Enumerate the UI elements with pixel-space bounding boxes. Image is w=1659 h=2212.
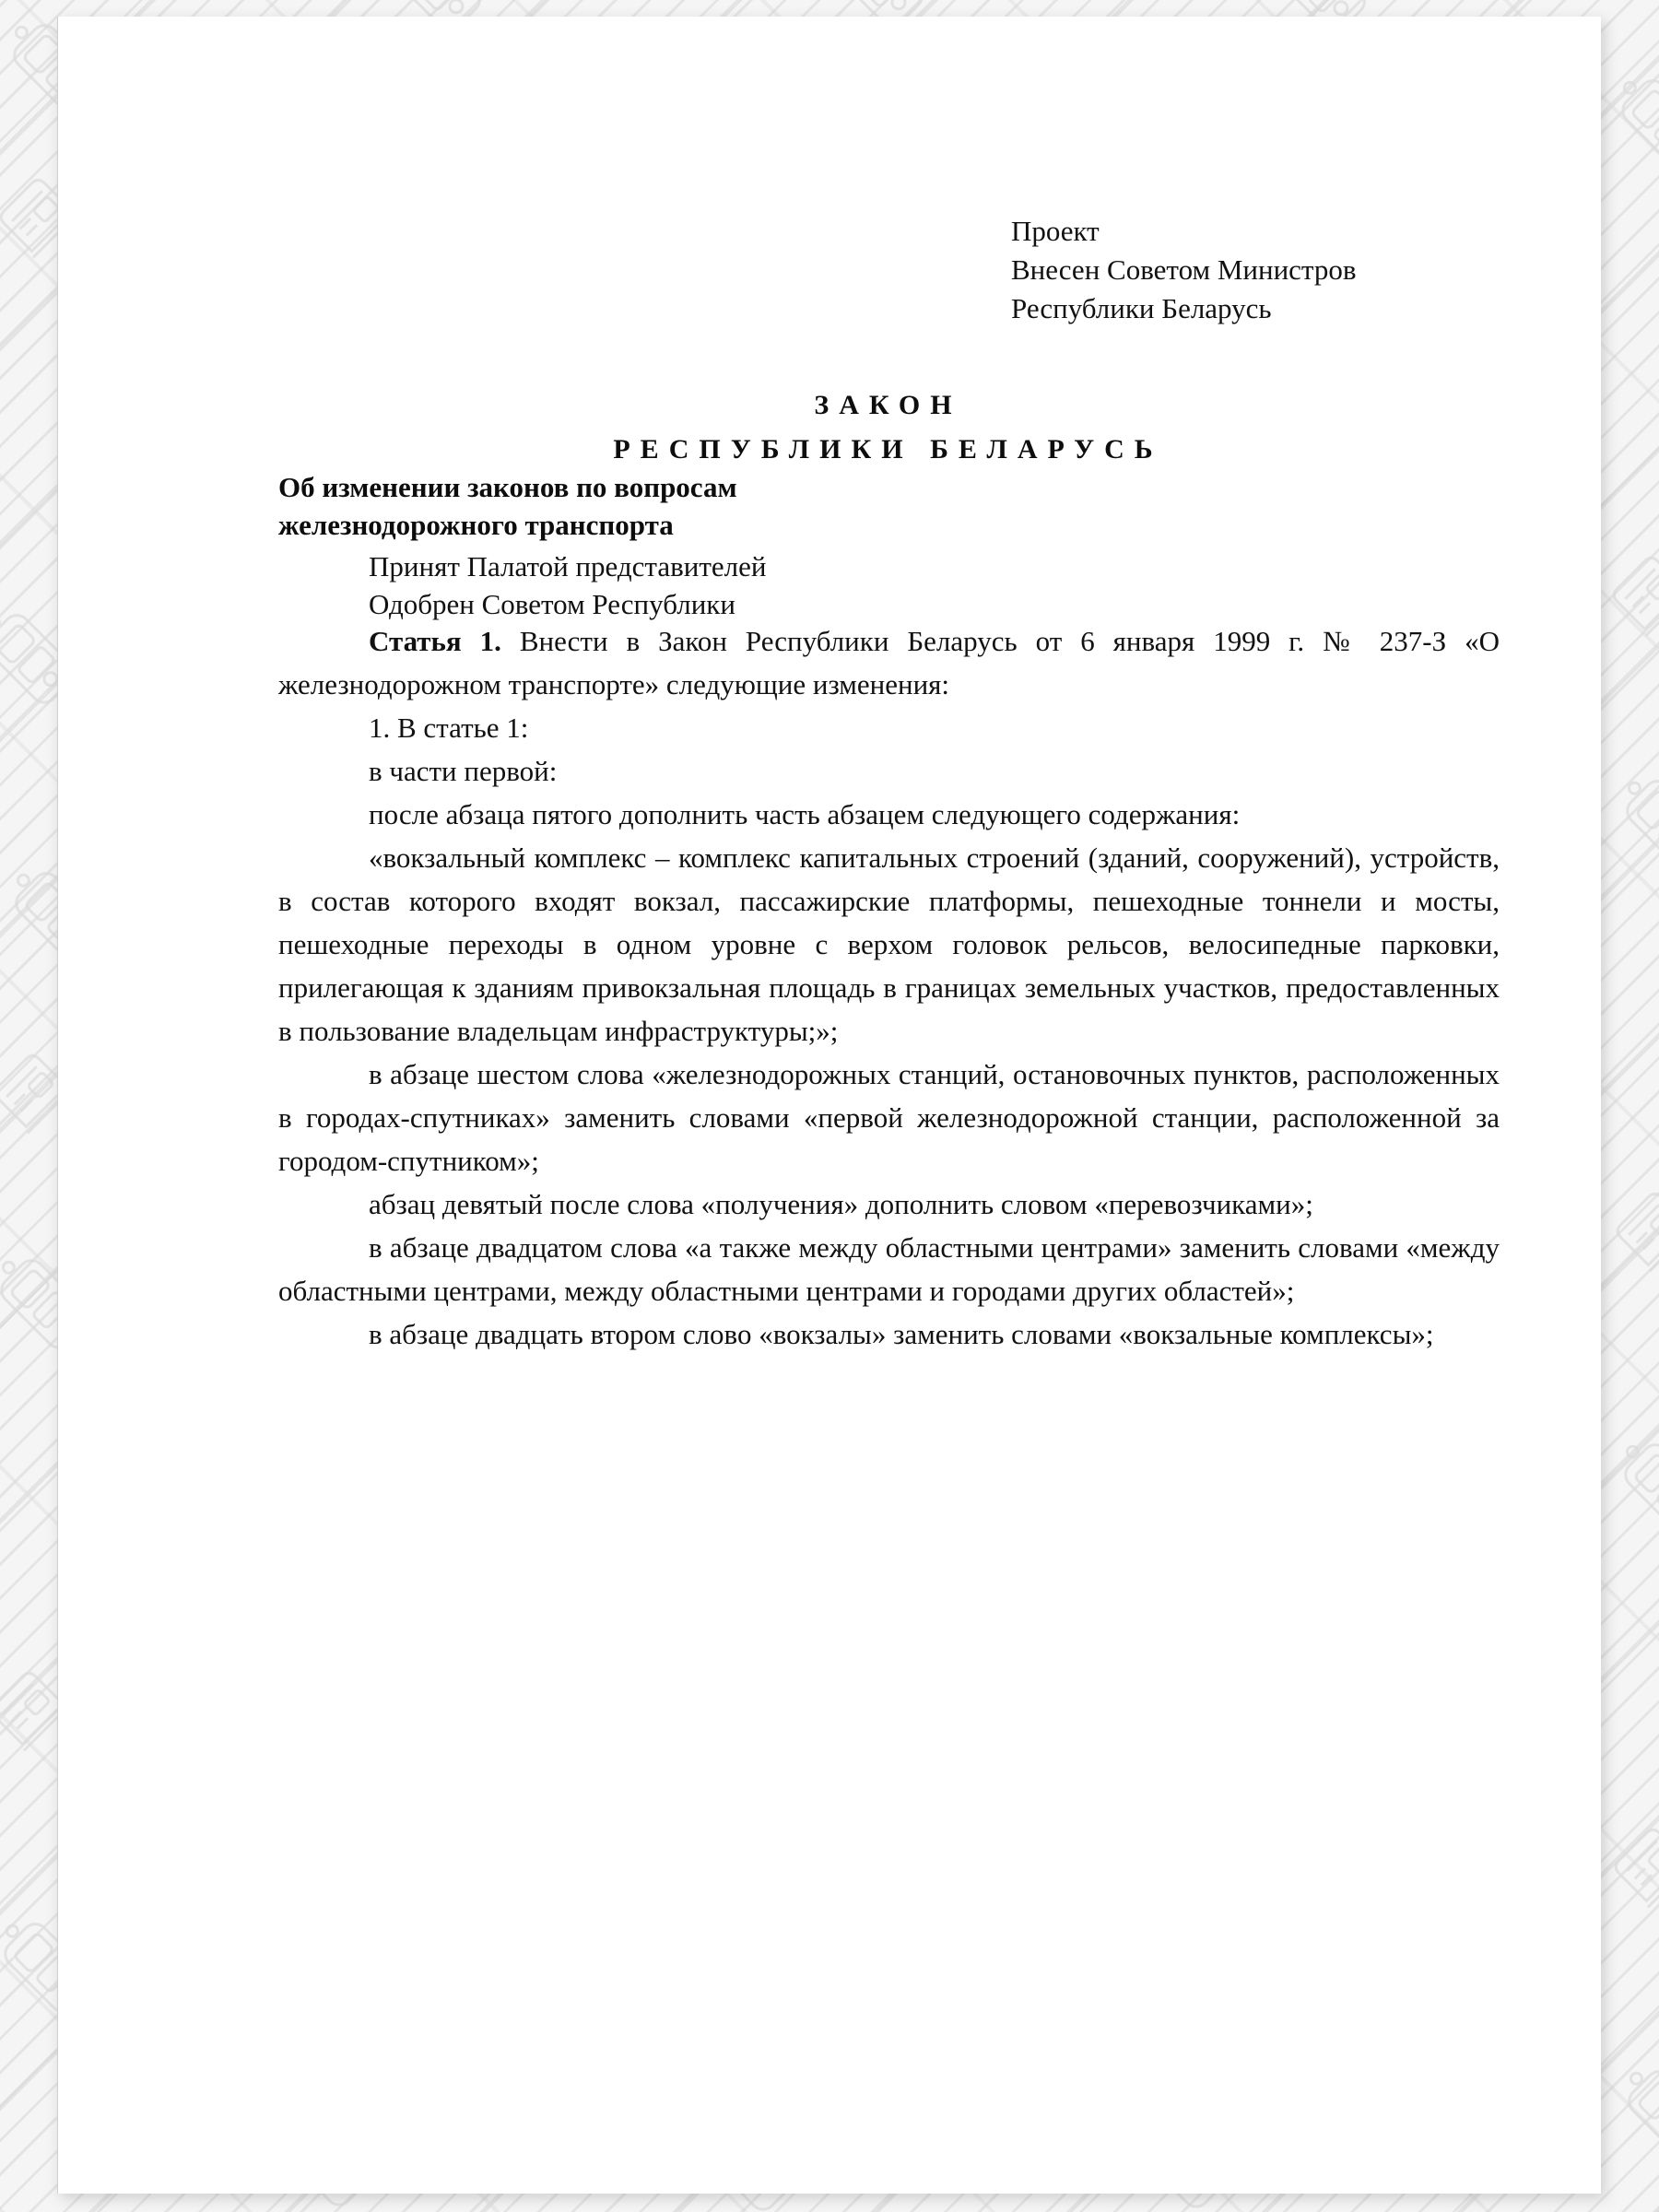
title-line-republic-belarus: РЕСПУБЛИКИ БЕЛАРУСЬ xyxy=(613,434,1163,465)
paragraph-article-1 xyxy=(278,619,1500,706)
paragraph-ninth-indent: абзац девятый после слова «получения» дополнить словом «перевозчиками»; xyxy=(369,1188,1313,1220)
document-page xyxy=(57,17,1601,2194)
article-1-text: Внести в Закон Республики Беларусь от 6 января 1999 г. № 237-З «О железнодорожном транспорте» следующие изменения: xyxy=(278,625,1500,700)
paragraph-after-fifth: после абзаца пятого дополнить часть абзацем следующего содержания: xyxy=(369,798,1241,830)
law-subject-heading xyxy=(278,468,1200,544)
paragraph-part-one: в части первой: xyxy=(369,755,558,787)
title-line-zakon: ЗАКОН xyxy=(814,390,962,420)
adoption-line-house: Принят Палатой представителей xyxy=(369,550,767,582)
document-body xyxy=(278,619,1500,1356)
paragraph-sixth-indent: в абзаце шестом слова «железнодорожных станций, остановочных пунктов, расположенных в городах-спутниках» заменить словами «первой железнодорожной станции, расположенной за городом-спутником»; xyxy=(278,1058,1500,1177)
subject-line-1: Об изменении законов по вопросам xyxy=(278,471,737,503)
paragraph-station-complex-definition: «вокзальный комплекс – комплекс капитальных строений (зданий, сооружений), устройств, в состав которого входят вокзал, пассажирские платформы, пешеходные тоннели и мосты, пешеходные переходы в одном уровне с верхом головок рельсов, велосипедные парковки, прилегающая к зданиям привокзальная площадь в границах земельных участков, предоставленных в пользование владельцам инфраструктуры;»; xyxy=(278,841,1500,1047)
adoption-block xyxy=(369,547,766,623)
header-line-republic: Республики Беларусь xyxy=(1011,292,1272,324)
paragraph-twentieth-indent: в абзаце двадцатом слова «а также между областными центрами» заменить словами «между областными центрами, между областными центрами и городами других областей»; xyxy=(278,1231,1500,1307)
page-title xyxy=(278,383,1498,472)
paragraph-item-1: 1. В статье 1: xyxy=(369,712,529,744)
adoption-line-council: Одобрен Советом Республики xyxy=(369,588,735,620)
subject-line-2: железнодорожного транспорта xyxy=(278,509,674,541)
paragraph-twenty-second-indent: в абзаце двадцать втором слово «вокзалы» заменить словами «вокзальные комплексы»; xyxy=(369,1318,1434,1350)
article-1-label: Статья 1. xyxy=(369,625,501,657)
header-line-project: Проект xyxy=(1011,215,1100,247)
header-line-submitted-by: Внесен Советом Министров xyxy=(1011,253,1357,286)
document-header-block xyxy=(1011,212,1357,328)
